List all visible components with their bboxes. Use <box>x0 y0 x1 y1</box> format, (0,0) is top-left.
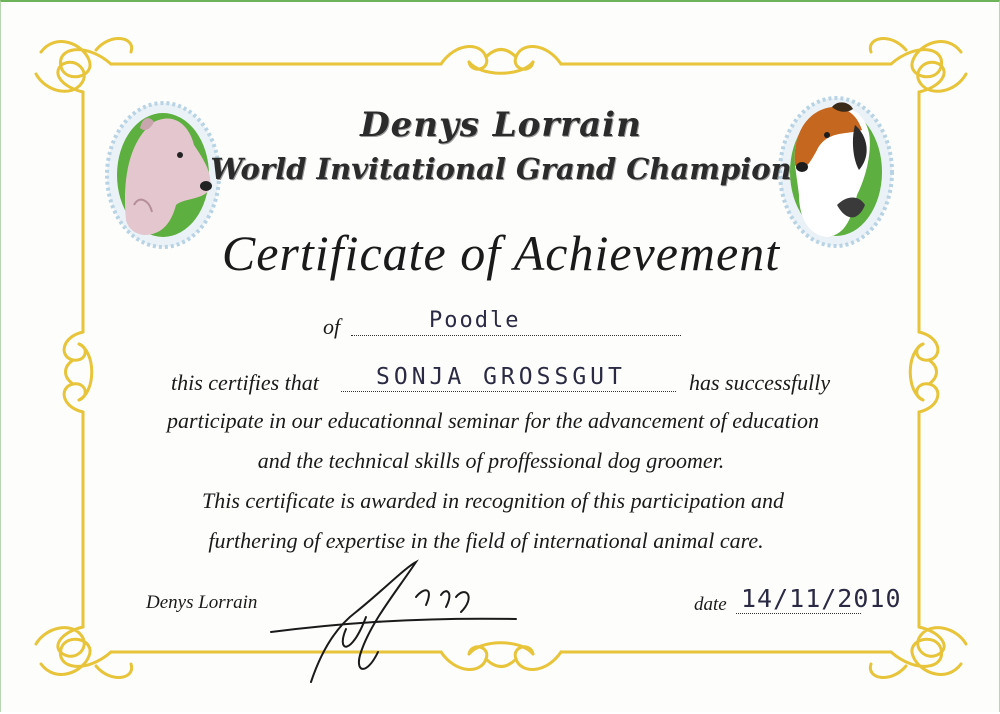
of-label: of <box>323 314 341 339</box>
certifies-label: this certifies that <box>171 370 319 395</box>
issuer-name: Denys Lorrain <box>360 105 642 145</box>
signature-scribble <box>266 557 566 692</box>
body-line-2: and the technical skills of proffessional dog groomer. <box>257 448 725 473</box>
issuer-title: World Invitational Grand Champion <box>210 152 792 186</box>
signature-label: Denys Lorrain <box>146 592 258 613</box>
certificate-title: Certificate of Achievement <box>221 225 781 281</box>
date-label: date <box>694 594 727 615</box>
breed-dotted-line <box>351 335 681 336</box>
date-value: 14/11/2010 <box>741 584 902 613</box>
recipient-name: SONJA GROSSGUT <box>376 364 626 390</box>
recipient-dotted-line <box>341 391 676 392</box>
after-name-text: has successfully <box>689 370 831 395</box>
body-line-1: participate in our educationnal seminar for the advancement of education <box>167 408 819 433</box>
body-line-3: This certificate is awarded in recognition of this participation and <box>202 488 784 513</box>
date-dotted-line <box>736 613 861 614</box>
body-line-4: furthering of expertise in the field of international animal care. <box>208 528 764 553</box>
breed-value: Poodle <box>429 308 521 333</box>
